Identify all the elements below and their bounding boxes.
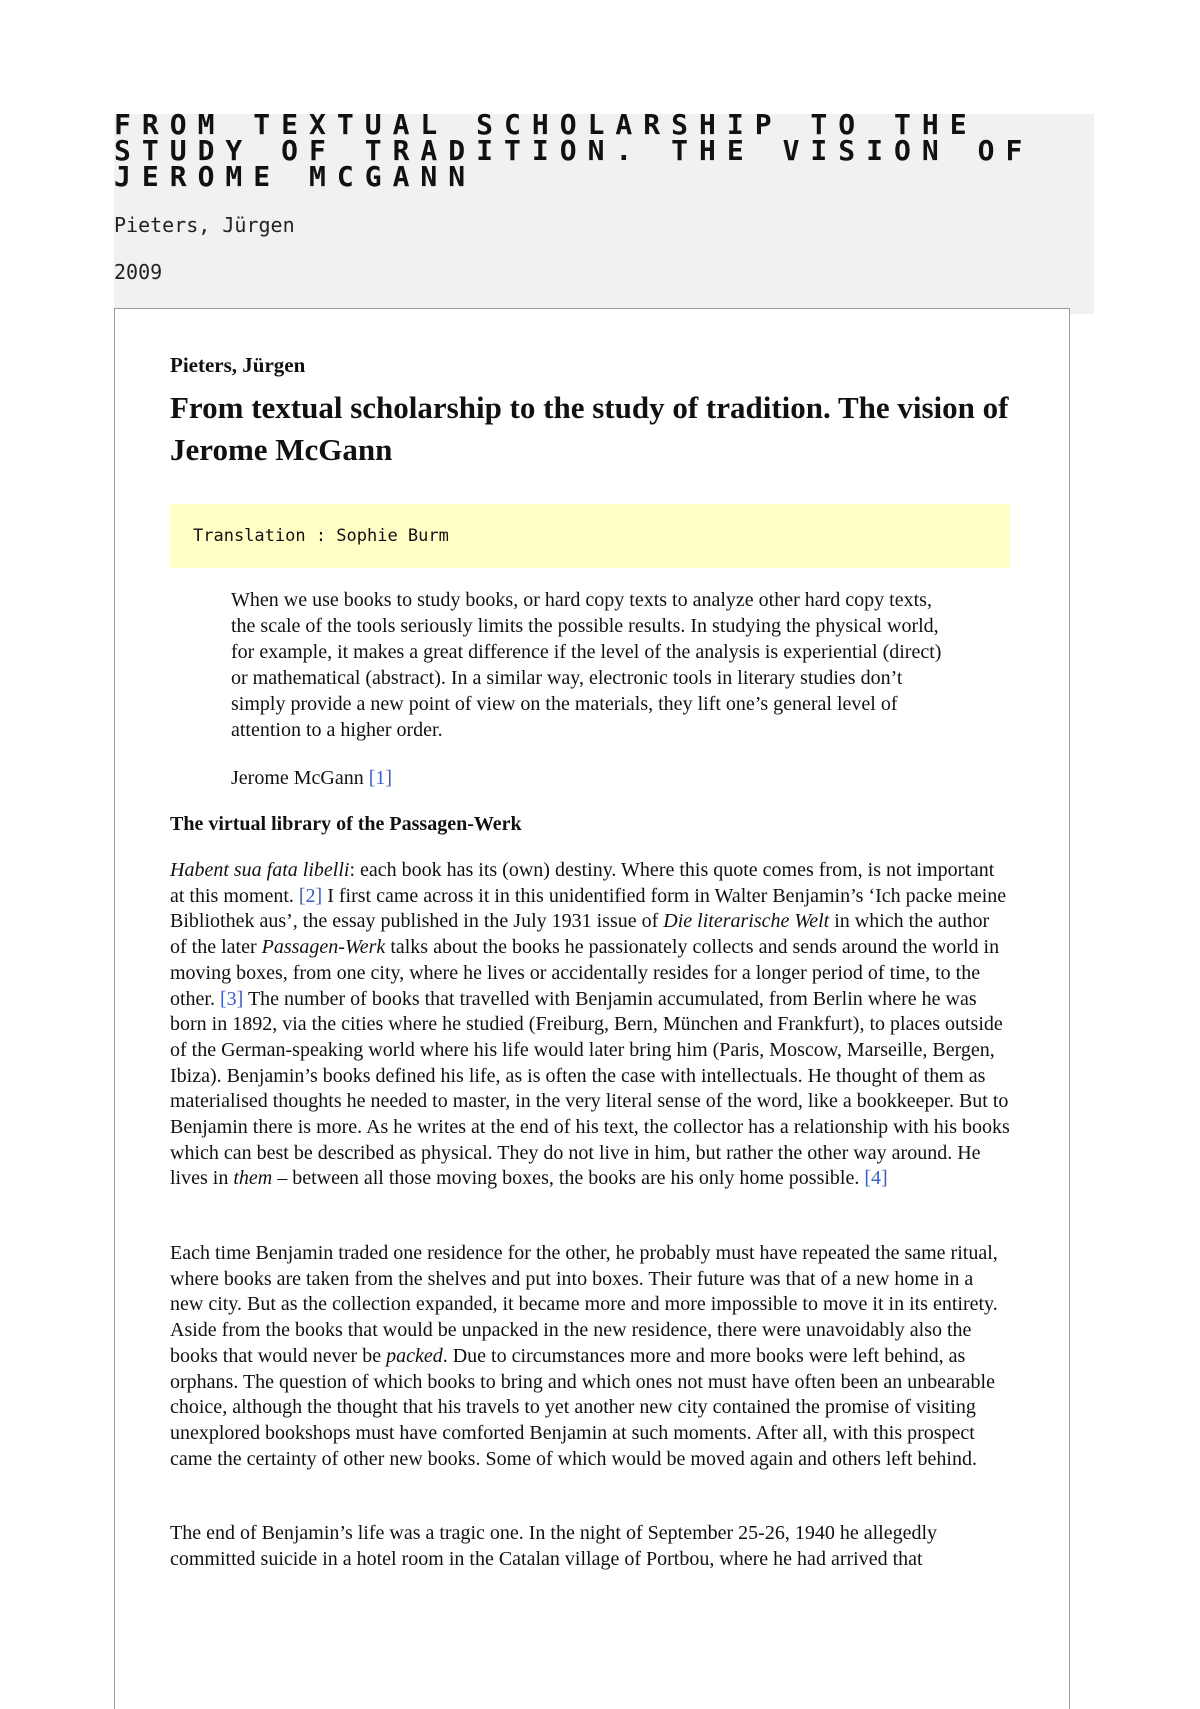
text-run: Each time Benjamin traded one residence for the other, he probably must have repeated the same ritual, where books are taken from the shelves and put into boxes. Their future was that of a new home in a new city. But as the collection expanded, it became more and more impossible to move it in its entirety. Aside from the books that would be unpacked in the new residence, there were unavoidably also the books that would never be xyxy=(170,1242,998,1367)
section-heading: The virtual library of the Passagen-Werk xyxy=(170,813,522,835)
latin-phrase: Habent sua fata libelli xyxy=(170,859,350,881)
epigraph-source xyxy=(231,765,392,791)
epigraph-quote: When we use books to study books, or hard copy texts to analyze other hard copy texts, the scale of the tools seriously limits the possible results. In studying the physical world, for example, it makes a great difference if the level of the analysis is experiential (direct) or mathematical (abstract). In a similar way, electronic tools in literary studies don’t simply provide a new point of view on the materials, they lift one’s general level of attention to a higher order. xyxy=(231,589,942,741)
journal-title: Die literarische Welt xyxy=(663,910,830,933)
article-title: From textual scholarship to the study of tradition. The vision of Jerome McGann xyxy=(170,390,1009,467)
translation-credit: Translation : Sophie Burm xyxy=(193,526,449,546)
emphasis-word: them xyxy=(233,1167,273,1190)
text-run: talks about the books he passionately collects and sends around the world in moving boxes, from one city, where he lives or accidentally resides for a longer period of time, to the other. xyxy=(170,936,1000,1010)
text-run: The number of books that travelled with Benjamin accumulated, from Berlin where he was born in 1892, via the cities where he studied (Freiburg, Bern, München and Frankfurt), to places outside of the German-speaking world where his life would later bring him (Paris, Moscow, Marseille, Bergen, Ibiza). Benjamin’s books defined his life, as is often the case with intellectuals. He thought of them as materialised thoughts he needed to master, in the very literal sense of the word, like a bookkeeper. But to Benjamin there is more. As he writes at the end of his text, the collector has a relationship with his books which can best be described as physical. They do not live in him, but rather the other way around. He lives in xyxy=(170,987,1010,1190)
document-year: 2009 xyxy=(114,260,163,284)
article-frame xyxy=(114,308,1070,1709)
article-author: Pieters, Jürgen xyxy=(170,353,306,377)
footnote-link-1[interactable]: [1] xyxy=(368,767,393,789)
footnote-link-4[interactable]: [4] xyxy=(864,1167,888,1190)
work-title: Passagen-Werk xyxy=(261,936,386,959)
emphasis-word: packed xyxy=(386,1344,443,1367)
text-run: in which the author of the later xyxy=(170,910,990,959)
document-title: FROM TEXTUAL SCHOLARSHIP TO THE STUDY OF TRADITION. THE VISION OF JEROME MCGANN xyxy=(114,108,1034,193)
text-run: I first came across it in this unidentified form in Walter Benjamin’s ‘Ich packe meine Bibliothek aus’, the essay published in the July 1931 issue of xyxy=(170,884,1007,933)
text-run: – between all those moving boxes, the books are his only home possible. xyxy=(272,1167,865,1190)
paragraph-2 xyxy=(170,1241,1010,1472)
epigraph-author: Jerome McGann xyxy=(231,767,364,789)
document-author: Pieters, Jürgen xyxy=(114,213,295,237)
paragraph-1 xyxy=(170,858,1010,1192)
text-run: : each book has its (own) destiny. Where this quote comes from, is not important at this moment. xyxy=(170,859,995,907)
translation-note xyxy=(170,504,1010,568)
footnote-link-3[interactable]: [3] xyxy=(220,987,244,1010)
paragraph-3: The end of Benjamin’s life was a tragic one. In the night of September 25-26, 1940 he allegedly committed suicide in a hotel room in the Catalan village of Portbou, where he had arrived that xyxy=(170,1522,938,1570)
text-run: . Due to circumstances more and more books were left behind, as orphans. The question of which books to bring and which ones not must have often been an unbearable choice, although the thought that his travels to yet another new city contained the promise of visiting unexplored bookshops must have comforted Benjamin at such moments. After all, with this prospect came the certainty of other new books. Some of which would be moved again and others left behind. xyxy=(170,1344,995,1470)
footnote-link-2[interactable]: [2] xyxy=(298,884,323,907)
